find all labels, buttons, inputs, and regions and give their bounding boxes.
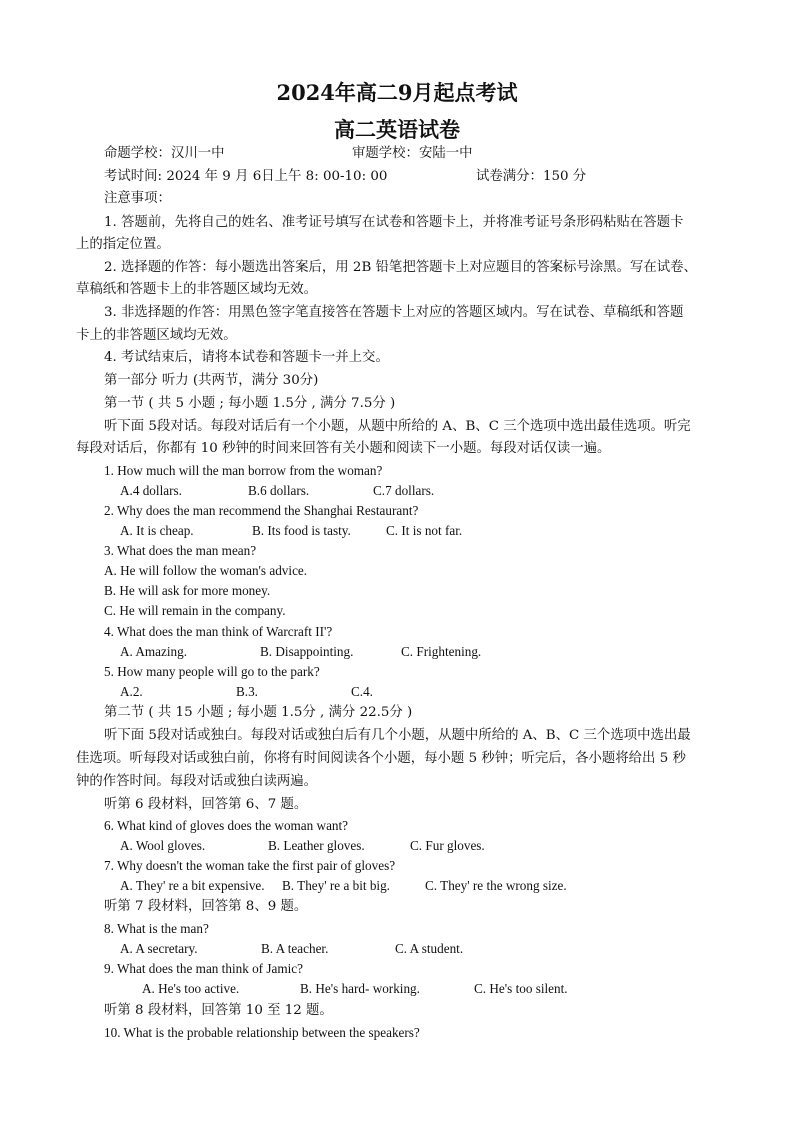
notice-item-4: 4. 考试结束后，请将本试卷和答题卡一并上交。 — [104, 350, 389, 365]
q9-option-b: B. He's hard- working. — [300, 981, 420, 996]
notice-item-3-cont: 卡上的非答题区域均无效。 — [76, 328, 237, 343]
question-7: 7. Why doesn't the woman take the first pair of gloves? — [104, 858, 396, 873]
notice-heading: 注意事项： — [104, 191, 171, 206]
q5-option-b: B.3. — [236, 684, 258, 699]
question-5: 5. How many people will go to the park? — [104, 664, 320, 679]
q6-option-c: C. Fur gloves. — [410, 838, 485, 853]
section1-heading: 第一节 ( 共 5 小题 ; 每小题 1.5分 , 满分 7.5分 ) — [104, 396, 396, 411]
q4-option-b: B. Disappointing. — [260, 644, 354, 659]
q5-option-a: A.2. — [120, 684, 143, 699]
question-8: 8. What is the man? — [104, 921, 209, 936]
q8-option-c: C. A student. — [395, 941, 464, 956]
full-score: 试卷满分：150 分 — [476, 169, 587, 184]
section1-instructions: 听下面 5段对话。每段对话后有一个小题，从题中所给的 A、B、C 三个选项中选出最佳选项。听完 — [104, 419, 691, 434]
material-7-note: 听第 7 段材料，回答第 8、9 题。 — [104, 899, 308, 914]
exam-title: 2024年高二9月起点考试 — [276, 80, 518, 105]
material-8-note: 听第 8 段材料，回答第 10 至 12 题。 — [104, 1003, 333, 1018]
q1-option-c: C.7 dollars. — [373, 483, 435, 498]
notice-item-2-cont: 草稿纸和答题卡上的非答题区域均无效。 — [76, 282, 318, 297]
section2-instructions: 听下面 5段对话或独白。每段对话或独白后有几个小题，从题中所给的 A、B、C 三个选项中选出最 — [104, 728, 691, 743]
exam-subtitle: 高二英语试卷 — [334, 117, 460, 142]
section2-instructions-cont: 佳选项。听每段对话或独白前，你将有时间阅读各个小题，每小题 5 秒钟；听完后，各小题将给出 5 秒 — [76, 751, 686, 766]
q9-option-a: A. He's too active. — [142, 981, 240, 996]
q3-option-c: C. He will remain in the company. — [104, 603, 286, 618]
question-1: 1. How much will the man borrow from the woman? — [104, 463, 383, 478]
proposer-school: 命题学校：汉川一中 — [104, 146, 225, 161]
q1-option-a: A.4 dollars. — [120, 483, 182, 498]
q4-option-a: A. Amazing. — [120, 644, 188, 659]
q4-option-c: C. Frightening. — [401, 644, 482, 659]
section2-heading: 第二节 ( 共 15 小题 ; 每小题 1.5分 , 满分 22.5分 ) — [104, 705, 413, 720]
question-9: 9. What does the man think of Jamic? — [104, 961, 303, 976]
exam-time: 考试时间: 2024 年 9 月 6日上午 8: 00-10: 00 — [104, 169, 388, 184]
q1-option-b: B.6 dollars. — [248, 483, 310, 498]
notice-item-1: 1. 答题前，先将自己的姓名、准考证号填写在试卷和答题卡上，并将准考证号条形码粘贴在答题卡 — [104, 215, 684, 230]
q3-option-b: B. He will ask for more money. — [104, 583, 271, 598]
q5-option-c: C.4. — [351, 684, 373, 699]
q8-option-a: A. A secretary. — [120, 941, 198, 956]
reviewer-school: 审题学校：安陆一中 — [352, 146, 473, 161]
q8-option-b: B. A teacher. — [261, 941, 329, 956]
question-3: 3. What does the man mean? — [104, 543, 257, 558]
question-10: 10. What is the probable relationship between the speakers? — [104, 1025, 420, 1040]
q3-option-a: A. He will follow the woman's advice. — [104, 563, 308, 578]
question-2: 2. Why does the man recommend the Shanghai Restaurant? — [104, 503, 419, 518]
q7-option-a: A. They' re a bit expensive. — [120, 878, 265, 893]
section1-instructions-cont: 每段对话后，你都有 10 秒钟的时间来回答有关小题和阅读下一小题。每段对话仅读一遍。 — [76, 441, 611, 456]
q2-option-c: C. It is not far. — [386, 523, 463, 538]
material-6-note: 听第 6 段材料，回答第 6、7 题。 — [104, 797, 308, 812]
section2-instructions-cont2: 钟的作答时间。每段对话或独白读两遍。 — [76, 774, 318, 789]
q6-option-b: B. Leather gloves. — [268, 838, 365, 853]
q2-option-b: B. Its food is tasty. — [252, 523, 351, 538]
q7-option-c: C. They' re the wrong size. — [425, 878, 567, 893]
notice-item-3: 3. 非选择题的作答：用黑色签字笔直接答在答题卡上对应的答题区域内。写在试卷、草稿纸和答题 — [104, 305, 684, 320]
notice-item-2: 2. 选择题的作答：每小题选出答案后，用 2B 铅笔把答题卡上对应题目的答案标号涂黑。写在试卷、 — [104, 260, 697, 275]
q2-option-a: A. It is cheap. — [120, 523, 194, 538]
notice-item-1-cont: 上的指定位置。 — [76, 237, 170, 252]
part1-heading: 第一部分 听力 (共两节，满分 30分) — [104, 373, 319, 388]
question-4: 4. What does the man think of Warcraft II'? — [104, 624, 333, 639]
q9-option-c: C. He's too silent. — [474, 981, 568, 996]
q6-option-a: A. Wool gloves. — [120, 838, 206, 853]
q7-option-b: B. They' re a bit big. — [282, 878, 390, 893]
question-6: 6. What kind of gloves does the woman want? — [104, 818, 349, 833]
